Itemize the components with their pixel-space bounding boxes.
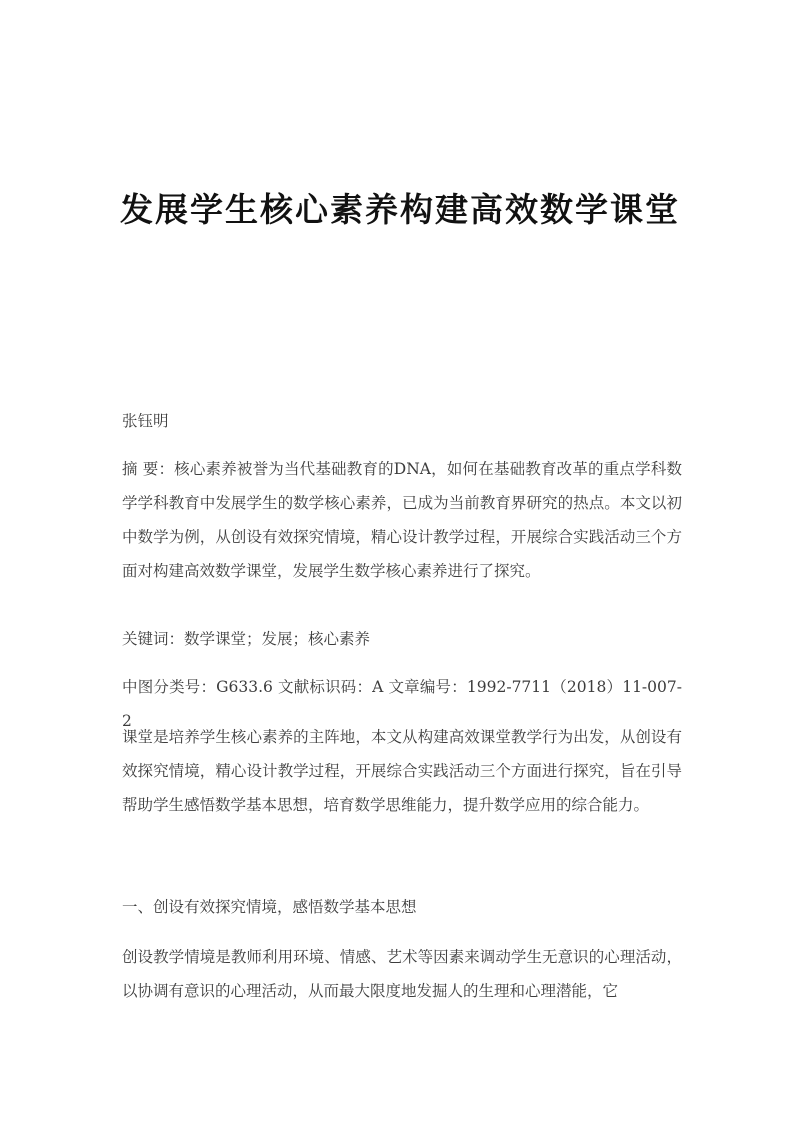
author-name: 张钰明 bbox=[122, 412, 169, 430]
section-heading-1: 一、创设有效探究情境，感悟数学基本思想 bbox=[122, 898, 417, 916]
abstract-paragraph: 摘 要：核心素养被誉为当代基础教育的DNA，如何在基础教育改革的重点学科数学学科教育中发展学生的数学核心素养，已成为当前教育界研究的热点。本文以初中数学为例，从创设有效探究情境，精心设计教学过程，开展综合实践活动三个方面对构建高效数学课堂，发展学生数学核心素养进行了探究。 bbox=[122, 460, 682, 580]
keywords-line: 关键词：数学课堂；发展；核心素养 bbox=[122, 630, 371, 648]
intro-paragraph: 课堂是培养学生核心素养的主阵地，本文从构建高效课堂教学行为出发，从创设有效探究情境，精心设计教学过程，开展综合实践活动三个方面进行探究，旨在引导帮助学生感悟数学基本思想，培育数学思维能力，提升数学应用的综合能力。 bbox=[122, 728, 682, 814]
section-1-paragraph: 创设教学情境是教师利用环境、情感、艺术等因素来调动学生无意识的心理活动，以协调有意识的心理活动，从而最大限度地发掘人的生理和心理潜能，它 bbox=[122, 948, 682, 1000]
classification-line: 中图分类号：G633.6 文献标识码：A 文章编号：1992-7711（2018）11-007-2 bbox=[122, 678, 682, 730]
document-title: 发展学生核心素养构建高效数学课堂 bbox=[120, 190, 680, 229]
